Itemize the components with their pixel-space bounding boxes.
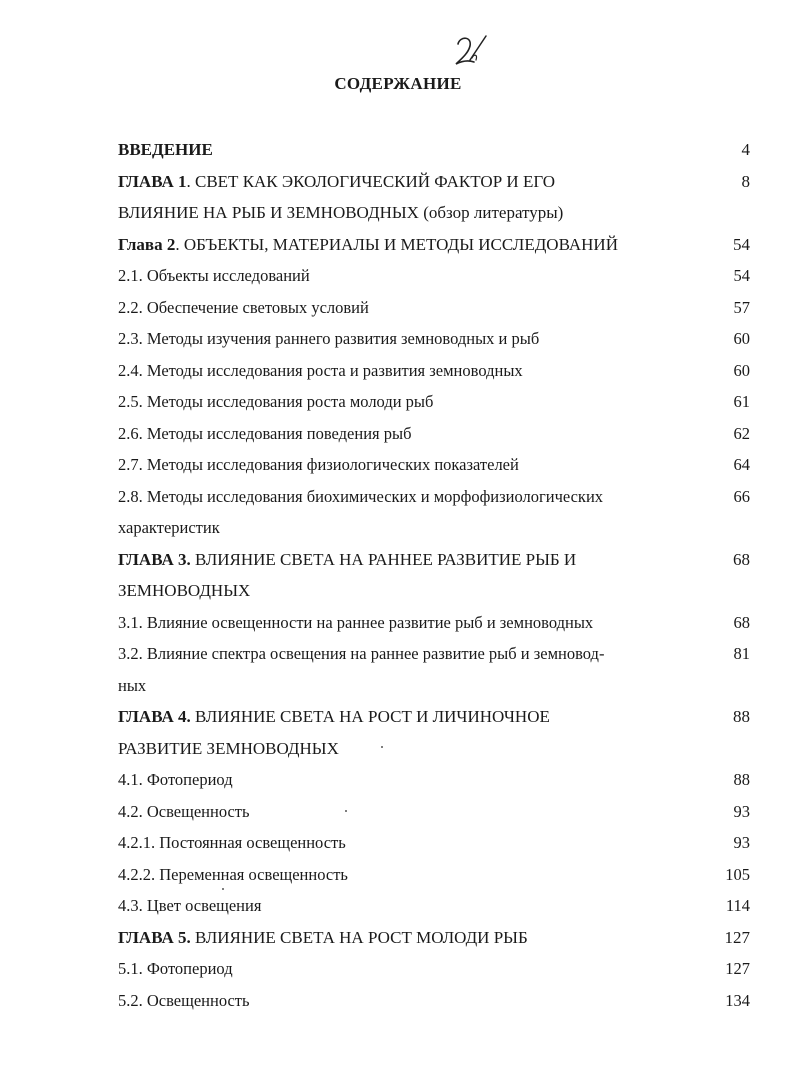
toc-page-number: 134 [725, 990, 750, 1010]
toc-entry-continuation: ных [118, 675, 147, 695]
toc-page-number: 93 [733, 833, 750, 852]
toc-entry-2-1 [118, 260, 750, 292]
toc-page-number: 4 [741, 140, 750, 159]
toc-heading-label: ГЛАВА 4. [118, 707, 191, 726]
toc-heading-continuation: ЗЕМНОВОДНЫХ [118, 581, 251, 600]
toc-page-number: 60 [733, 329, 750, 348]
toc-page-number: 93 [733, 801, 750, 821]
scan-speck [381, 746, 383, 748]
toc-page-number: 88 [733, 770, 750, 789]
toc-entry-2-2 [118, 292, 750, 324]
toc-entry-text: 2.8. Методы исследования биохимических и морфофизиологических [118, 486, 604, 506]
toc-entry-2-3 [118, 323, 750, 355]
toc-entry-3-2 [118, 638, 750, 670]
handwritten-page-number [452, 30, 492, 70]
toc-entry-2-4 [118, 355, 750, 387]
toc-page-number: 64 [733, 455, 750, 474]
table-of-contents [118, 134, 750, 1016]
toc-entry-text: 5.1. Фотопериод [118, 959, 233, 978]
toc-page-number: 60 [733, 360, 750, 380]
toc-entry-4-2-1 [118, 827, 750, 859]
toc-heading-label: ВВЕДЕНИЕ [118, 140, 213, 159]
toc-page-number: 8 [741, 171, 750, 191]
toc-entry-text: 2.2. Обеспечение световых условий [118, 297, 369, 317]
toc-page-number: 114 [725, 896, 750, 915]
toc-entry-chapter-4-cont [118, 733, 750, 765]
toc-heading-text: ВЛИЯНИЕ СВЕТА НА РАННЕЕ РАЗВИТИЕ РЫБ И [190, 549, 577, 569]
toc-entry-text: 2.5. Методы исследования роста молоди рыб [118, 392, 434, 411]
toc-entry-4-2-2 [118, 859, 750, 891]
toc-entry-2-8-cont [118, 512, 750, 544]
toc-entry-text: 2.7. Методы исследования физиологических показателей [118, 455, 519, 474]
toc-heading-label: ГЛАВА 3. [118, 549, 191, 569]
toc-page-number: 88 [733, 707, 750, 726]
toc-entry-chapter-2 [118, 229, 750, 261]
scan-speck [345, 810, 347, 812]
toc-entry-4-3 [118, 890, 750, 922]
toc-page-number: 54 [733, 266, 750, 285]
toc-heading-text: ВЛИЯНИЕ СВЕТА НА РОСТ И ЛИЧИНОЧНОЕ [190, 707, 550, 726]
toc-entry-text: 3.2. Влияние спектра освещения на раннее развитие рыб и земновод- [118, 644, 605, 663]
toc-heading-text: . СВЕТ КАК ЭКОЛОГИЧЕСКИЙ ФАКТОР И ЕГО [186, 171, 556, 191]
toc-entry-text: 4.2. Освещенность [118, 801, 250, 821]
toc-page-number: 68 [733, 612, 750, 632]
toc-entry-chapter-3-cont [118, 575, 750, 607]
toc-entry-5-1 [118, 953, 750, 985]
toc-entry-3-1 [118, 607, 750, 639]
toc-entry-intro [118, 134, 750, 166]
toc-entry-chapter-1 [118, 166, 750, 198]
toc-entry-chapter-3 [118, 544, 750, 576]
toc-entry-4-2 [118, 796, 750, 828]
toc-entry-chapter-4 [118, 701, 750, 733]
toc-entry-chapter-1-cont [118, 197, 750, 229]
toc-heading-label: ГЛАВА 5. [118, 927, 191, 947]
toc-entry-text: 2.3. Методы изучения раннего развития земноводных и рыб [118, 329, 540, 348]
toc-entry-text: 3.1. Влияние освещенности на раннее развитие рыб и земноводных [118, 612, 594, 632]
toc-entry-5-2 [118, 985, 750, 1017]
toc-heading-continuation: РАЗВИТИЕ ЗЕМНОВОДНЫХ [118, 738, 339, 758]
toc-entry-3-2-cont [118, 670, 750, 702]
toc-entry-text: 4.3. Цвет освещения [118, 896, 262, 915]
toc-page-number: 68 [733, 549, 750, 569]
toc-heading-label: ГЛАВА 1 [118, 171, 187, 191]
toc-page-number: 105 [725, 864, 750, 884]
toc-entry-2-7 [118, 449, 750, 481]
toc-entry-text: 2.6. Методы исследования поведения рыб [118, 423, 412, 443]
toc-page-number: 127 [725, 959, 750, 978]
toc-page-number: 66 [733, 486, 750, 506]
toc-entry-text: 4.2.2. Переменная освещенность [118, 864, 348, 884]
toc-heading-text: ВЛИЯНИЕ СВЕТА НА РОСТ МОЛОДИ РЫБ [190, 927, 528, 947]
toc-entry-2-8 [118, 481, 750, 513]
toc-heading-continuation: ВЛИЯНИЕ НА РЫБ И ЗЕМНОВОДНЫХ (обзор литературы) [118, 203, 564, 222]
scan-speck [222, 888, 224, 890]
toc-entry-text: 2.1. Объекты исследований [118, 266, 310, 285]
toc-page-number: 61 [733, 392, 750, 411]
toc-page-number: 57 [733, 297, 750, 317]
page-title: СОДЕРЖАНИЕ [334, 74, 462, 93]
toc-entry-text: 2.4. Методы исследования роста и развития земноводных [118, 360, 523, 380]
toc-page-number: 81 [733, 644, 750, 663]
toc-entry-continuation: характеристик [118, 518, 220, 537]
toc-entry-text: 5.2. Освещенность [118, 990, 250, 1010]
toc-page-number: 127 [724, 927, 750, 947]
toc-page-number: 62 [733, 423, 750, 443]
toc-entry-text: 4.2.1. Постоянная освещенность [118, 833, 346, 852]
toc-entry-2-6 [118, 418, 750, 450]
toc-heading-text: . ОБЪЕКТЫ, МАТЕРИАЛЫ И МЕТОДЫ ИССЛЕДОВАНИЙ [175, 234, 618, 254]
toc-entry-chapter-5 [118, 922, 750, 954]
toc-entry-4-1 [118, 764, 750, 796]
toc-entry-text: 4.1. Фотопериод [118, 770, 233, 789]
toc-heading-label: Глава 2 [118, 234, 176, 254]
toc-entry-2-5 [118, 386, 750, 418]
toc-page-number: 54 [733, 234, 750, 254]
